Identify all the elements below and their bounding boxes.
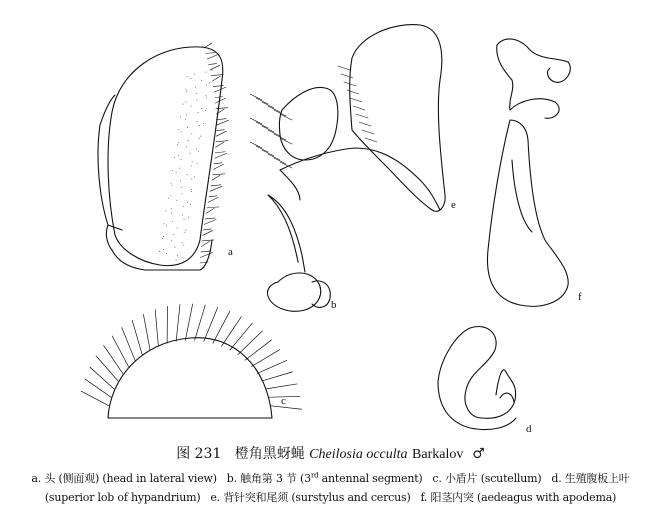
panel-c-scutellum-drawing	[81, 304, 302, 418]
panel-f-letter: f	[578, 291, 582, 303]
legend-d-part1: d. 生殖腹板上叶	[551, 472, 630, 485]
legend-d-part2: (superior lob of hypandrium)	[44, 491, 201, 504]
figure-number: 图 231	[176, 446, 222, 462]
male-symbol: ♂	[472, 446, 485, 462]
panel-f-aedeagus-drawing	[487, 39, 570, 306]
panel-d-hypandrium-drawing	[438, 327, 516, 430]
figure-caption-title	[0, 443, 661, 463]
legend-c: c. 小盾片 (scutellum)	[432, 472, 542, 485]
legend-e: e. 背针突和尾须 (surstylus and cercus)	[210, 491, 411, 504]
species-author: Barkalov	[412, 447, 464, 462]
panel-b-antenna-drawing	[267, 195, 330, 311]
legend-f: f. 阳茎内突 (aedeagus with apodema)	[420, 491, 617, 504]
legend-a: a. 头 (侧面观) (head in lateral view)	[31, 472, 217, 485]
panel-e-surstylus-drawing	[250, 25, 445, 212]
species-chinese-name: 橙角黑蚜蝇	[234, 446, 305, 462]
panel-b-letter: b	[331, 299, 337, 311]
species-latin-name: Cheilosia occulta	[309, 447, 408, 462]
legend-b: b. 触角第 3 节 (3rd antennal segment)	[226, 471, 423, 485]
legend-line-1	[0, 470, 661, 486]
legend-line-2	[0, 489, 661, 505]
panel-e-letter: e	[451, 199, 456, 211]
panel-c-letter: c	[281, 395, 286, 407]
panel-d-letter: d	[526, 423, 532, 435]
panel-a-head-drawing	[98, 43, 228, 270]
panel-a-letter: a	[228, 246, 233, 258]
